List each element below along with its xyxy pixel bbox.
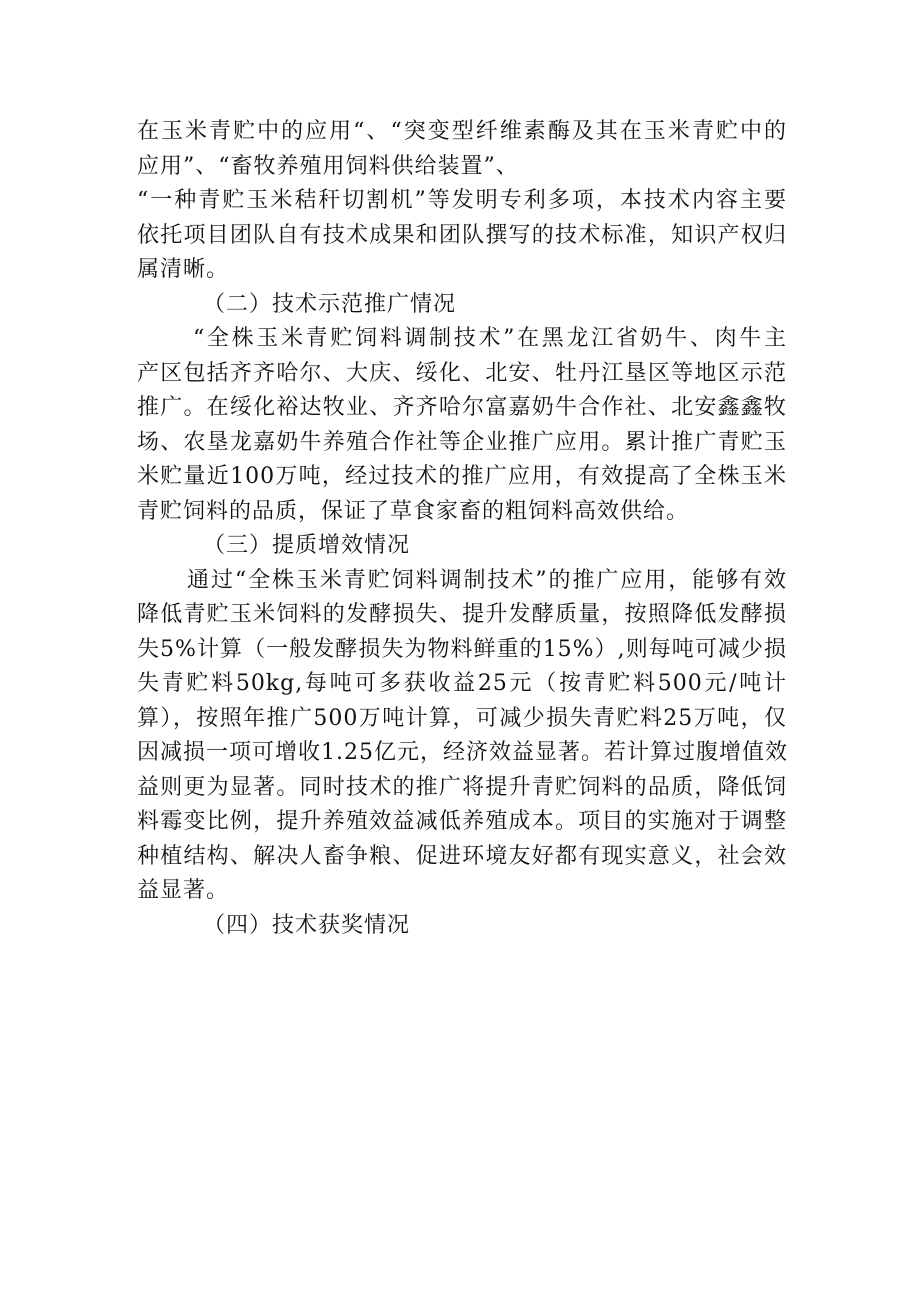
text-line: “一种青贮玉米秸秆切割机”等发明专利多项，本技术内容主要 xyxy=(137,188,787,213)
text-line: 算），按照年推广500万吨计算，可减少损失青贮料25万吨，仅 xyxy=(137,705,787,731)
text-line: 依托项目团队自有技术成果和团队撰写的技术标准，知识产权归 xyxy=(137,222,787,248)
text-line: 青贮饲料的品质，保证了草食家畜的粗饲料高效供给。 xyxy=(137,498,690,524)
text-line: “全株玉米青贮饲料调制技术”在黑龙江省奶牛、肉牛主 xyxy=(193,326,787,351)
text-line: 失5%计算（一般发酵损失为物料鲜重的15%）,则每吨可减少损 xyxy=(137,636,787,662)
text-line: 推广。在绥化裕达牧业、齐齐哈尔富嘉奶牛合作社、北安鑫鑫牧 xyxy=(137,395,787,420)
section-heading-efficiency: （三）提质增效情况 xyxy=(203,533,411,558)
text-line: 通过“全株玉米青贮饲料调制技术”的推广应用，能够有效 xyxy=(187,567,787,593)
section-heading-awards: （四）技术获奖情况 xyxy=(203,912,411,938)
text-line: 种植结构、解决人畜争粮、促进环境友好都有现实意义，社会效 xyxy=(137,843,787,869)
text-line: 因减损一项可增收1.25亿元，经济效益显著。若计算过腹增值效 xyxy=(137,740,788,765)
text-line: 在玉米青贮中的应用“、“突变型纤维素酶及其在玉米青贮中的 xyxy=(137,119,787,144)
text-line: 应用”、“畜牧养殖用饲料供给装置”、 xyxy=(137,153,519,179)
text-line: 益则更为显著。同时技术的推广将提升青贮饲料的品质，降低饲 xyxy=(137,774,787,800)
text-line: 属清晰。 xyxy=(137,257,230,282)
section-heading-demonstration: （二）技术示范推广情况 xyxy=(203,291,457,317)
text-line: 产区包括齐齐哈尔、大庆、绥化、北安、牡丹江垦区等地区示范 xyxy=(137,360,787,386)
text-line: 失青贮料50kg,每吨可多获收益25元（按青贮料500元/吨计 xyxy=(137,671,787,696)
text-line: 场、农垦龙嘉奶牛养殖合作社等企业推广应用。累计推广青贮玉 xyxy=(137,429,787,455)
document-body xyxy=(137,115,787,943)
text-line: 料霉变比例，提升养殖效益减低养殖成本。项目的实施对于调整 xyxy=(137,809,787,834)
text-line: 米贮量近100万吨，经过技术的推广应用，有效提高了全株玉米 xyxy=(137,464,787,489)
text-line: 降低青贮玉米饲料的发酵损失、提升发酵质量，按照降低发酵损 xyxy=(137,602,787,627)
text-line: 益显著。 xyxy=(137,878,230,903)
